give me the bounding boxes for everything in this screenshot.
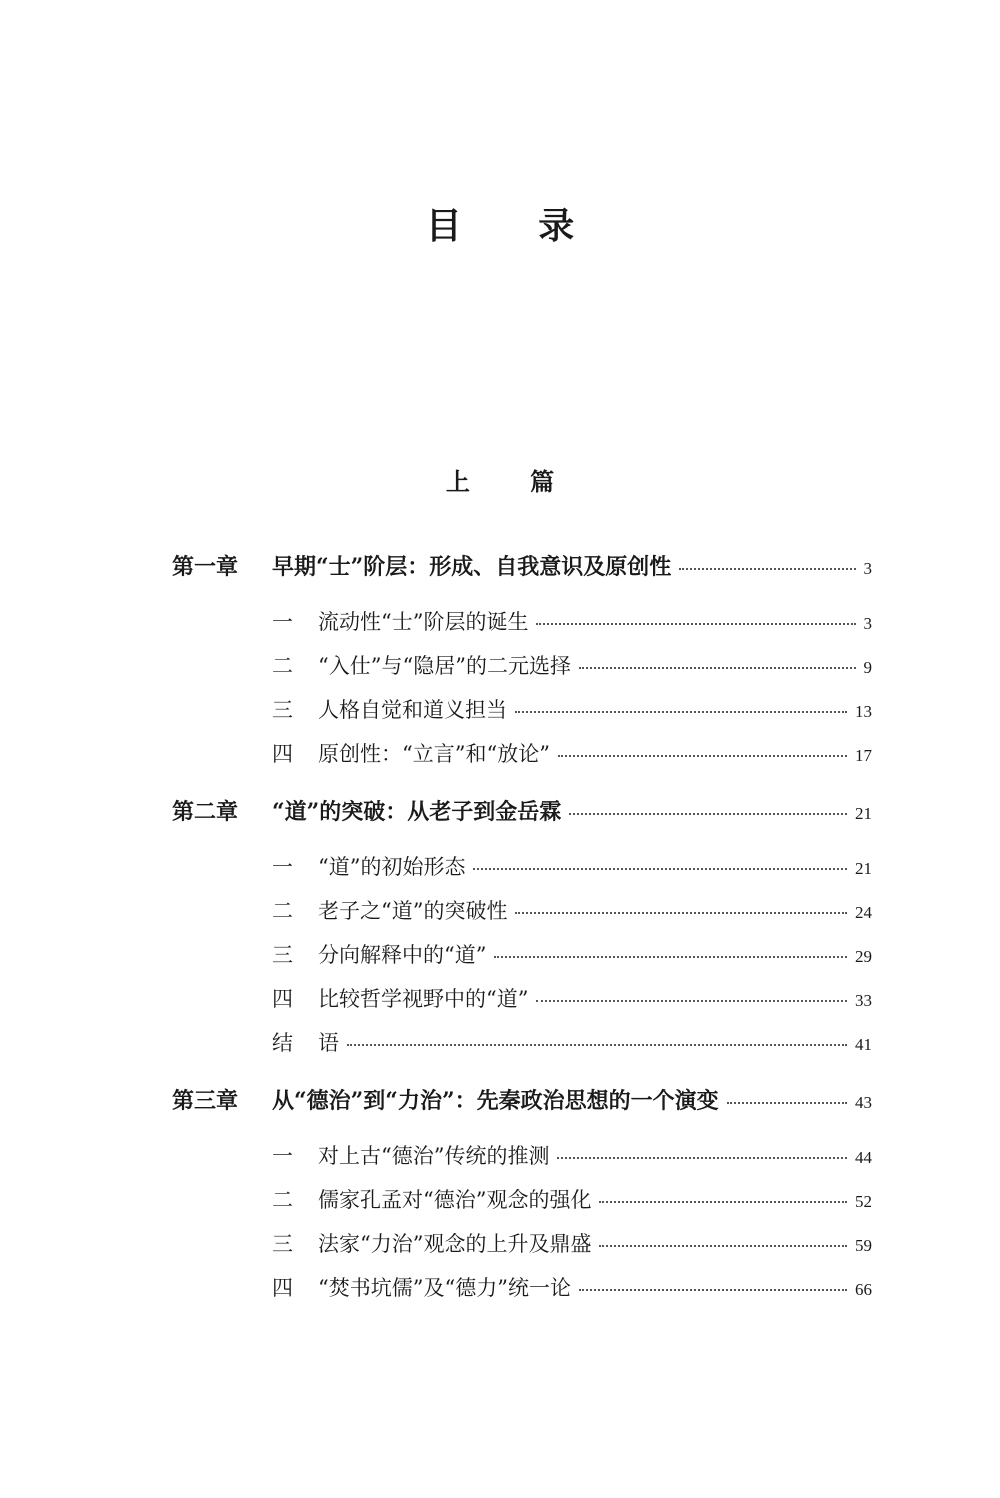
dot-leader bbox=[558, 754, 847, 757]
part-heading: 上 篇 bbox=[445, 467, 581, 496]
page-number: 41 bbox=[855, 1035, 872, 1054]
page-number: 44 bbox=[855, 1148, 872, 1167]
page-number: 3 bbox=[863, 559, 872, 578]
page-number: 43 bbox=[855, 1093, 872, 1112]
page-number: 59 bbox=[855, 1236, 872, 1255]
page-number: 13 bbox=[855, 702, 872, 721]
section-number: 四 bbox=[272, 742, 293, 766]
dot-leader bbox=[515, 911, 847, 914]
section-title: “入仕”与“隐居”的二元选择 bbox=[318, 654, 571, 678]
toc-chapter-3[interactable] bbox=[172, 1086, 872, 1116]
toc-section[interactable] bbox=[272, 607, 872, 637]
section-title: 分向解释中的“道” bbox=[318, 943, 487, 967]
toc-section[interactable] bbox=[272, 984, 872, 1014]
section-number: 二 bbox=[272, 1188, 293, 1212]
toc-section[interactable] bbox=[272, 852, 872, 882]
section-title: 流动性“士”阶层的诞生 bbox=[318, 610, 529, 634]
section-number: 三 bbox=[272, 698, 293, 722]
dot-leader bbox=[727, 1101, 847, 1104]
page-number: 9 bbox=[863, 658, 872, 677]
chapter-title: “道”的突破：从老子到金岳霖 bbox=[272, 799, 562, 825]
chapter-number: 第二章 bbox=[172, 799, 239, 825]
section-number: 三 bbox=[272, 1232, 293, 1256]
dot-leader bbox=[473, 867, 847, 870]
section-number: 四 bbox=[272, 1276, 293, 1300]
dot-leader bbox=[679, 567, 855, 570]
section-title: 人格自觉和道义担当 bbox=[318, 698, 507, 722]
toc-section[interactable] bbox=[272, 896, 872, 926]
section-number: 二 bbox=[272, 654, 293, 678]
page-number: 52 bbox=[855, 1192, 872, 1211]
section-number: 四 bbox=[272, 987, 293, 1011]
dot-leader bbox=[599, 1244, 847, 1247]
chapter-title: 早期“士”阶层：形成、自我意识及原创性 bbox=[272, 554, 672, 580]
section-number: 一 bbox=[272, 610, 293, 634]
dot-leader bbox=[347, 1043, 847, 1046]
section-number: 三 bbox=[272, 943, 293, 967]
page-number: 24 bbox=[855, 903, 872, 922]
toc-section[interactable] bbox=[272, 1273, 872, 1303]
page-number: 3 bbox=[863, 614, 872, 633]
section-title: 儒家孔孟对“德治”观念的强化 bbox=[318, 1188, 592, 1212]
chapter-number: 第三章 bbox=[172, 1088, 239, 1114]
toc-chapter-2[interactable] bbox=[172, 797, 872, 827]
section-number: 一 bbox=[272, 1144, 293, 1168]
dot-leader bbox=[579, 1288, 847, 1291]
page-number: 66 bbox=[855, 1280, 872, 1299]
page-number: 29 bbox=[855, 947, 872, 966]
toc-section[interactable] bbox=[272, 739, 872, 769]
chapter-title: 从“德治”到“力治”：先秦政治思想的一个演变 bbox=[272, 1088, 719, 1114]
section-number: 一 bbox=[272, 855, 293, 879]
toc-section[interactable] bbox=[272, 1185, 872, 1215]
toc-chapter-1[interactable] bbox=[172, 552, 872, 582]
page-number: 21 bbox=[855, 859, 872, 878]
toc-title: 目 录 bbox=[425, 205, 607, 247]
section-title: 比较哲学视野中的“道” bbox=[318, 987, 529, 1011]
section-number: 二 bbox=[272, 899, 293, 923]
dot-leader bbox=[536, 622, 855, 625]
toc-section[interactable] bbox=[272, 1141, 872, 1171]
dot-leader bbox=[579, 666, 856, 669]
toc-section[interactable] bbox=[272, 1229, 872, 1259]
toc-section-conclusion[interactable] bbox=[272, 1028, 872, 1058]
toc-section[interactable] bbox=[272, 695, 872, 725]
dot-leader bbox=[515, 710, 847, 713]
chapter-number: 第一章 bbox=[172, 554, 239, 580]
dot-leader bbox=[557, 1156, 847, 1159]
section-title: 法家“力治”观念的上升及鼎盛 bbox=[318, 1232, 592, 1256]
section-title: “焚书坑儒”及“德力”统一论 bbox=[318, 1276, 571, 1300]
dot-leader bbox=[536, 999, 847, 1002]
dot-leader bbox=[599, 1200, 847, 1203]
page-number: 17 bbox=[855, 746, 872, 765]
dot-leader bbox=[494, 955, 847, 958]
page-number: 33 bbox=[855, 991, 872, 1010]
section-number: 结 bbox=[272, 1031, 293, 1055]
dot-leader bbox=[569, 812, 847, 815]
toc-section[interactable] bbox=[272, 940, 872, 970]
page-number: 21 bbox=[855, 804, 872, 823]
section-title: 对上古“德治”传统的推测 bbox=[318, 1144, 550, 1168]
section-title: 原创性：“立言”和“放论” bbox=[318, 742, 550, 766]
section-title: “道”的初始形态 bbox=[318, 855, 466, 879]
section-title: 语 bbox=[318, 1031, 339, 1055]
toc-section[interactable] bbox=[272, 651, 872, 681]
section-title: 老子之“道”的突破性 bbox=[318, 899, 508, 923]
